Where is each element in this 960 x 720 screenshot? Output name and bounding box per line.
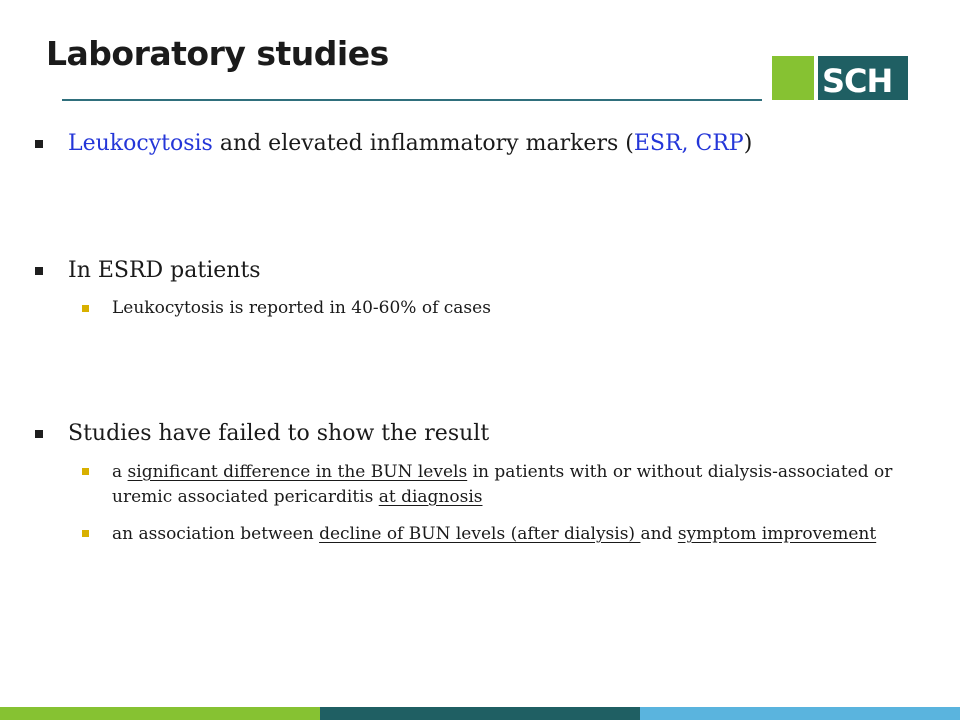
bullet-studies-failed: Studies have failed to show the result bbox=[68, 421, 490, 446]
sub-bullet-bun-difference bbox=[112, 460, 912, 510]
sub1-text-a: a bbox=[112, 462, 128, 482]
text-esr-crp: ESR, CRP bbox=[633, 131, 744, 156]
sub-bullet-marker bbox=[82, 305, 89, 312]
bullet-marker bbox=[35, 140, 43, 148]
sub1-underlined-difference: significant difference in the BUN levels bbox=[127, 462, 468, 482]
bullet-esrd-patients: In ESRD patients bbox=[68, 258, 261, 283]
sub2-underlined-improvement: symptom improvement bbox=[677, 524, 877, 544]
bullet-marker bbox=[35, 430, 43, 438]
sub-bullet-marker bbox=[82, 468, 89, 475]
sub-bullet-bun-decline bbox=[112, 522, 912, 547]
footer-green-segment bbox=[0, 707, 320, 720]
sub-bullet-marker bbox=[82, 530, 89, 537]
footer-teal-segment bbox=[320, 707, 640, 720]
slide-title: Laboratory studies bbox=[46, 34, 389, 73]
footer-blue-segment bbox=[640, 707, 960, 720]
footer-color-bar bbox=[0, 707, 960, 720]
text-close-paren: ) bbox=[743, 131, 753, 156]
logo-text: SCH bbox=[822, 62, 893, 100]
text-leukocytosis: Leukocytosis bbox=[68, 131, 213, 156]
bullet-leukocytosis bbox=[68, 130, 752, 158]
sub1-text-middle: in patients with or without dialysis-associated or uremic associated pericarditis bbox=[112, 462, 893, 507]
sub2-underlined-decline: decline of BUN levels (after dialysis) bbox=[319, 524, 641, 544]
sub2-text-and: and bbox=[640, 524, 678, 544]
sub1-underlined-at-diagnosis: at diagnosis bbox=[378, 487, 483, 507]
bullet-marker bbox=[35, 267, 43, 275]
sub2-text-intro: an association between bbox=[112, 524, 320, 544]
text-inflammatory-markers: and elevated inflammatory markers ( bbox=[212, 131, 634, 156]
sub-bullet-leukocytosis-reported: Leukocytosis is reported in 40-60% of cases bbox=[112, 298, 491, 318]
